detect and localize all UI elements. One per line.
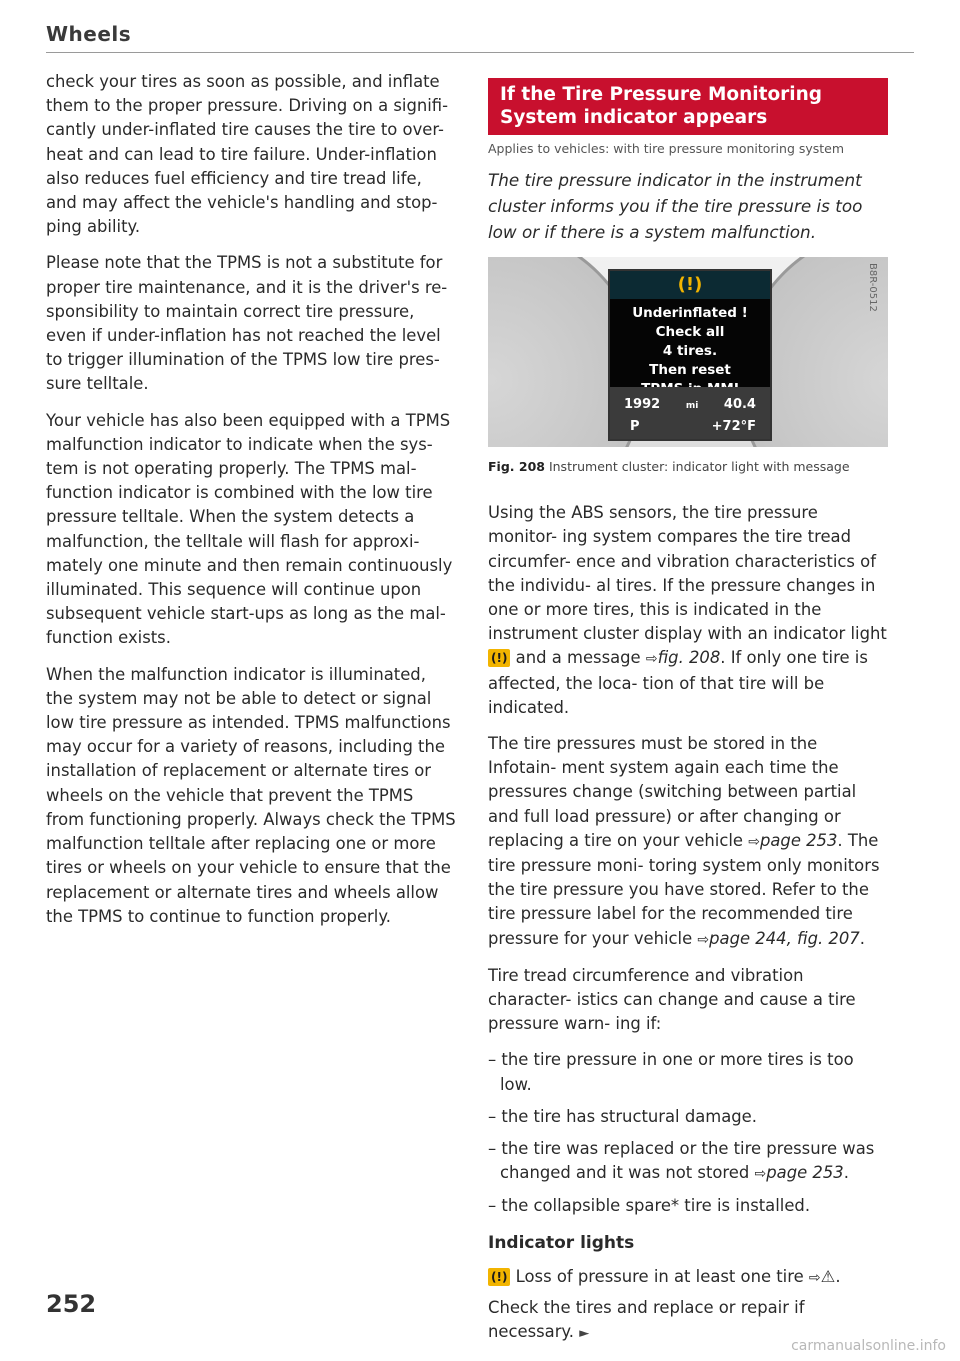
text-run: . The tire pressure moni- toring system only monitors the tire pressure you have stored. Refer to the tire pressure label for the recommended tire pressure for your vehicle <box>488 830 880 948</box>
arrow-icon: ⇨ <box>697 931 710 948</box>
caption-label: Fig. 208 <box>488 459 545 474</box>
arrow-icon: ⇨ <box>748 833 760 850</box>
right-column <box>488 78 888 1347</box>
list-item: – the collapsible spare* tire is installed. <box>488 1196 811 1216</box>
section-header: Wheels <box>46 22 132 46</box>
continue-arrow-icon: ► <box>579 1326 590 1342</box>
message-line: Then reset <box>649 362 731 378</box>
text-run: and a message <box>515 648 641 668</box>
arrow-icon: ⇨ <box>808 1269 821 1286</box>
paragraph: check your tires as soon as possible, and inflate them to the proper pressure. Driving on a signifi- cantly under-inflated tire causes the tire to over- heat and can lead to tire failure. Under-inflation also reduces fuel efficiency and tire tread life, and may affect the vehicle's handling and stop- ping ability. <box>46 72 449 237</box>
gear-indicator: P <box>630 419 640 434</box>
text-run: Loss of pressure in at least one tire <box>515 1266 804 1286</box>
indicator-description: (!) Loss of pressure in at least one tire ⇨⚠. <box>488 1265 888 1290</box>
display-message <box>610 299 770 399</box>
list-item: – the tire has structural damage. <box>488 1106 757 1126</box>
page-reference-link[interactable]: page 253 <box>766 1163 844 1183</box>
text-run: Check the tires and replace or repair if necessary. <box>488 1298 805 1342</box>
figure-reference-link[interactable]: fig. 208 <box>657 648 721 668</box>
display-status-bar <box>610 387 770 439</box>
cluster-display <box>608 269 772 441</box>
paragraph <box>488 732 888 952</box>
odometer: 1992 <box>624 397 661 412</box>
text-run: Using the ABS sensors, the tire pressure monitor- ing system compares the tire tread circumfer- ence and vibration characteristics of the individu- al tires. If the pressure changes in one or more tires, this is indicated in the instrument cluster display with an indicator light <box>488 503 887 644</box>
page-number: 252 <box>46 1290 97 1318</box>
header-rule <box>46 52 914 53</box>
caption-text: Instrument cluster: indicator light with message <box>548 459 850 474</box>
outside-temperature: +72°F <box>711 419 756 434</box>
warning-icon[interactable]: ⚠ <box>820 1266 836 1286</box>
message-line: 4 tires. <box>662 343 718 359</box>
applies-note: Applies to vehicles: with tire pressure monitoring system <box>488 141 845 156</box>
list-item: – the tire was replaced or the tire pressure was changed and it was not stored ⇨page 253. <box>488 1139 875 1183</box>
text-run: . <box>859 928 865 948</box>
paragraph <box>488 501 888 720</box>
paragraph: Please note that the TPMS is not a substitute for proper tire maintenance, and it is the driver's re- sponsibility to maintain correct tire pressure, even if under-inflation has not reached the level to trigger illumination of the TPMS low tire pres- sure telltale. <box>46 253 448 394</box>
indicator-lights-heading: Indicator lights <box>488 1232 635 1253</box>
arrow-icon: ⇨ <box>754 1166 767 1183</box>
odometer-unit: mi <box>685 401 699 411</box>
page-reference-link[interactable]: page 253 <box>759 830 838 850</box>
instrument-cluster-figure <box>488 257 888 447</box>
page-reference-link[interactable]: page 244, fig. 207 <box>709 928 860 948</box>
message-line: Underinflated ! <box>632 305 748 321</box>
paragraph: Your vehicle has also been equipped with a TPMS malfunction indicator to indicate when the sys- tem is not operating properly. The TPMS mal- function indicator is combined with the low tire pressure telltale. When the system detects a malfunction, the telltale will flash for approxi- mately one minute and then remain continuously illuminated. This sequence will continue upon subsequent vehicle start-ups as long as the mal- function exists. <box>46 410 453 648</box>
text-run: – the tire was replaced or the tire pressure was changed and it was not stored <box>488 1139 875 1183</box>
section-heading: If the Tire Pressure Monitoring System indicator appears <box>488 78 888 135</box>
text-run: . If only one tire is affected, the loca- tion of that tire will be indicated. <box>488 648 868 717</box>
paragraph: Tire tread circumference and vibration character- istics can change and cause a tire pressure warn- ing if: <box>488 965 856 1034</box>
tire-pressure-indicator-icon: (!) <box>488 1268 510 1286</box>
tire-pressure-icon: (!) <box>610 271 770 299</box>
text-run: The tire pressures must be stored in the Infotain- ment system again each time the pressures change (switching between partial and full load pressure) or after changing or replacing a tire on your vehicle <box>488 734 857 850</box>
watermark: carmanualsonline.info <box>791 1338 946 1354</box>
paragraph: When the malfunction indicator is illuminated, the system may not be able to detect or signal low tire pressure as intended. TPMS malfunctions may occur for a variety of reasons, including the installation of replacement or alternate tires or wheels on the vehicle that prevent the TPMS from functioning properly. Always check the TPMS malfunction telltale after replacing one or more tires or wheels on your vehicle to ensure that the replacement or alternate tires and wheels allow the TPMS to continue to function properly. <box>46 664 456 926</box>
list-item: – the tire pressure in one or more tires is too low. <box>488 1050 854 1094</box>
message-line: Check all <box>655 324 725 340</box>
left-column <box>46 70 456 941</box>
arrow-icon: ⇨ <box>645 651 658 668</box>
trip-value: 40.4 <box>723 397 756 412</box>
intro-text: The tire pressure indicator in the instrument cluster informs you if the tire pressure is too low or if there is a system malfunction. <box>488 170 863 242</box>
figure-id: B8R-0512 <box>867 263 878 312</box>
figure-caption <box>488 455 888 479</box>
condition-list <box>488 1048 888 1218</box>
tire-pressure-indicator-icon: (!) <box>488 649 510 667</box>
